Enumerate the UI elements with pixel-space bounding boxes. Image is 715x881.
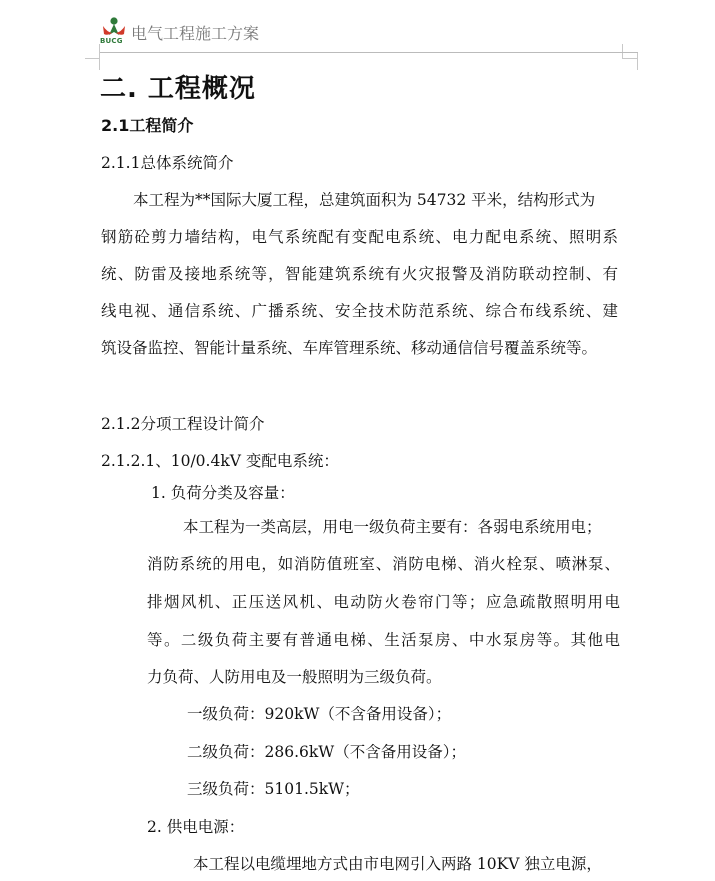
subsection-heading: 2.1.2分项工程设计简介	[101, 415, 265, 433]
header-rule	[100, 52, 638, 53]
crop-mark-left	[85, 44, 100, 59]
paragraph-line: 力负荷、人防用电及一般照明为三级负荷。	[147, 668, 442, 686]
paragraph-line: 统、防雷及接地系统等，智能建筑系统有火灾报警及消防联动控制、有	[101, 265, 618, 283]
load-item: 二级负荷：286.6kW（不含备用设备）；	[187, 743, 466, 761]
document-header-title: 电气工程施工方案	[131, 24, 260, 43]
paragraph-line: 本工程以电缆埋地方式由市电网引入两路 10KV 独立电源，	[193, 855, 602, 873]
chapter-heading: 二. 工程概况	[100, 74, 256, 104]
paragraph-line: 本工程为一类高层，用电一级负荷主要有：各弱电系统用电；	[183, 518, 602, 536]
paragraph-line: 钢筋砼剪力墙结构，电气系统配有变配电系统、电力配电系统、照明系	[101, 228, 618, 246]
paragraph-line: 线电视、通信系统、广播系统、安全技术防范系统、综合布线系统、建	[101, 302, 618, 320]
subsubsection-heading: 2.1.2.1、10/0.4kV 变配电系统：	[101, 452, 339, 470]
paragraph-line: 本工程为**国际大厦工程，总建筑面积为 54732 平米，结构形式为	[133, 191, 596, 209]
load-item: 三级负荷：5101.5kW；	[187, 780, 360, 798]
paragraph-line: 筑设备监控、智能计量系统、车库管理系统、移动通信信号覆盖系统等。	[101, 339, 598, 357]
paragraph-line: 消防系统的用电，如消防值班室、消防电梯、消火栓泵、喷淋泵、	[147, 555, 620, 573]
paragraph-line: 排烟风机、正压送风机、电动防火卷帘门等；应急疏散照明用电	[147, 593, 620, 611]
section-heading: 2.1工程简介	[101, 116, 194, 135]
list-item-title: 2. 供电电源：	[147, 818, 245, 836]
logo-text: BUCG	[100, 37, 123, 45]
list-item-title: 1. 负荷分类及容量：	[151, 484, 295, 502]
subsection-heading: 2.1.1总体系统简介	[101, 154, 234, 172]
load-item: 一级负荷：920kW（不含备用设备）；	[187, 705, 452, 723]
paragraph-line: 等。二级负荷主要有普通电梯、生活泵房、中水泵房等。其他电	[147, 631, 620, 649]
crop-mark-right-vertical	[637, 52, 638, 70]
page-header	[0, 0, 715, 70]
